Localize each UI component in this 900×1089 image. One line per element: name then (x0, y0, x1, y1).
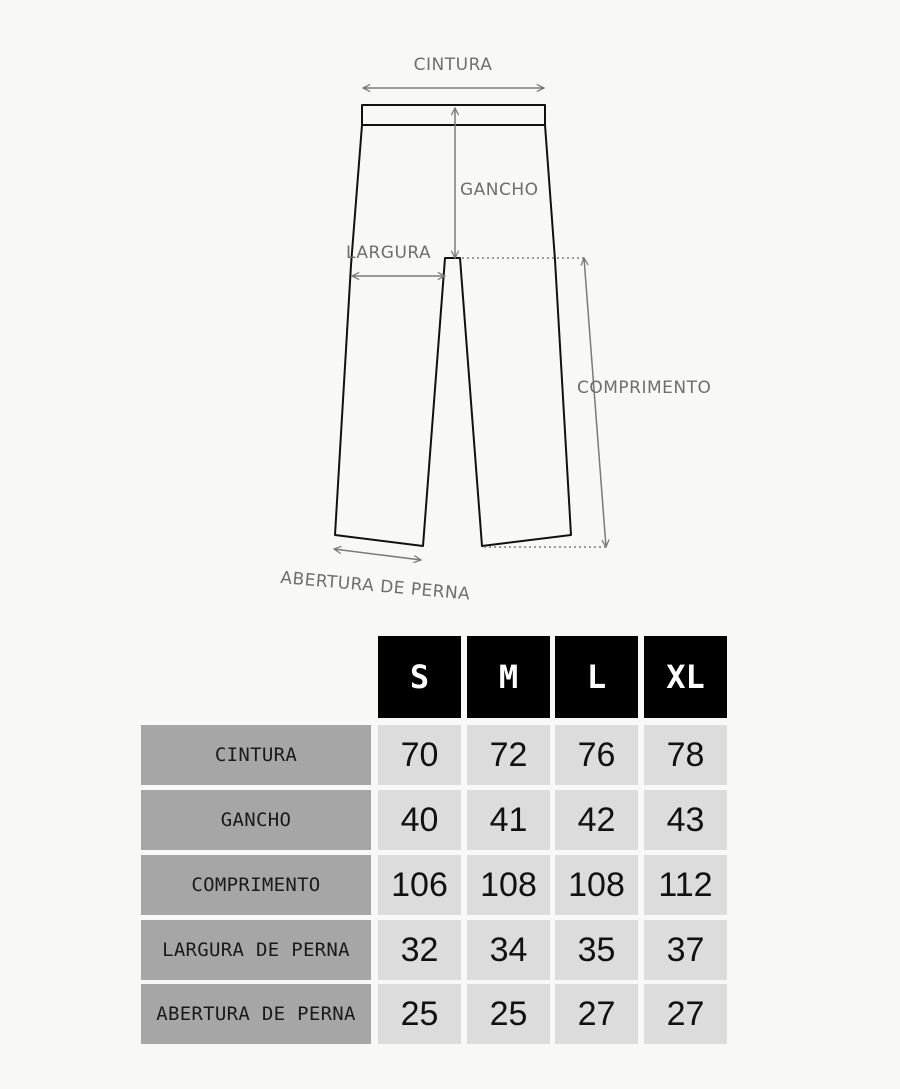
row-label-gancho: GANCHO (141, 790, 371, 850)
cell-comprimento-m: 108 (467, 855, 550, 915)
cell-abertura-de-perna-s: 25 (378, 984, 461, 1044)
cell-largura-de-perna-xl: 37 (644, 920, 727, 980)
cell-gancho-s: 40 (378, 790, 461, 850)
leg-opening-arrow (334, 549, 421, 560)
size-header-xl: XL (644, 636, 727, 718)
cell-abertura-de-perna-l: 27 (555, 984, 638, 1044)
leg-opening-label: ABERTURA DE PERNA (279, 568, 472, 605)
row-label-cintura: CINTURA (141, 725, 371, 785)
cell-comprimento-l: 108 (555, 855, 638, 915)
length-arrow (584, 258, 606, 547)
cell-cintura-xl: 78 (644, 725, 727, 785)
cell-largura-de-perna-s: 32 (378, 920, 461, 980)
rise-label: GANCHO (460, 180, 539, 200)
size-header-m: M (467, 636, 550, 718)
cell-gancho-l: 42 (555, 790, 638, 850)
pants-outline (335, 105, 571, 546)
row-label-comprimento: COMPRIMENTO (141, 855, 371, 915)
size-header-s: S (378, 636, 461, 718)
cell-comprimento-xl: 112 (644, 855, 727, 915)
cell-abertura-de-perna-m: 25 (467, 984, 550, 1044)
cell-cintura-l: 76 (555, 725, 638, 785)
cell-comprimento-s: 106 (378, 855, 461, 915)
cell-gancho-xl: 43 (644, 790, 727, 850)
row-label-largura-de-perna: LARGURA DE PERNA (141, 920, 371, 980)
size-header-l: L (555, 636, 638, 718)
width-label: LARGURA (346, 243, 432, 263)
length-label: COMPRIMENTO (577, 378, 712, 398)
cell-cintura-s: 70 (378, 725, 461, 785)
cell-largura-de-perna-l: 35 (555, 920, 638, 980)
cell-largura-de-perna-m: 34 (467, 920, 550, 980)
cell-cintura-m: 72 (467, 725, 550, 785)
row-label-abertura-de-perna: ABERTURA DE PERNA (141, 984, 371, 1044)
cell-abertura-de-perna-xl: 27 (644, 984, 727, 1044)
waist-label: CINTURA (413, 55, 493, 75)
cell-gancho-m: 41 (467, 790, 550, 850)
